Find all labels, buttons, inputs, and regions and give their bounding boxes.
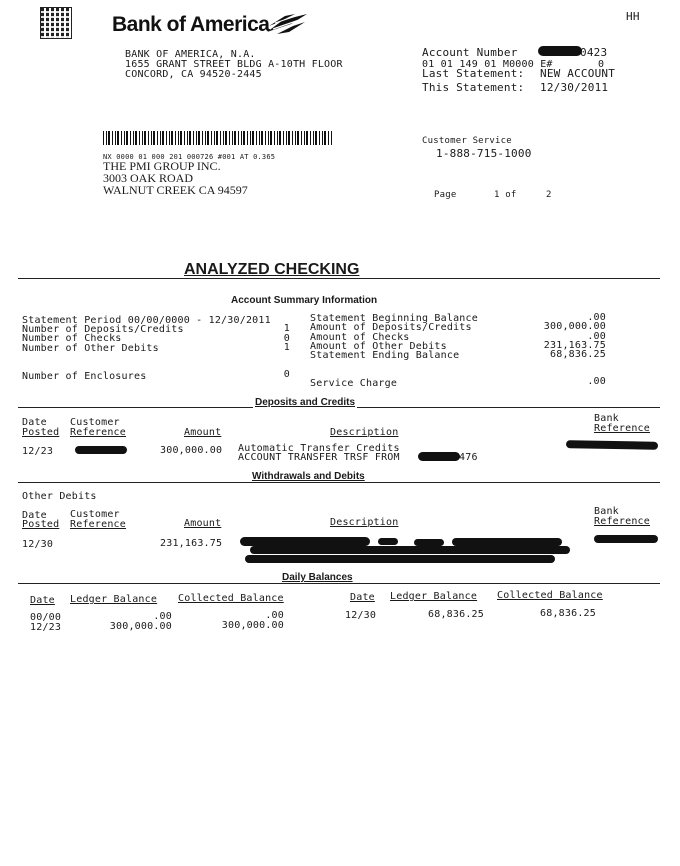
col-bank-ref: Bank (594, 506, 619, 517)
col-ref: Customer (70, 509, 120, 520)
bank-street: 1655 GRANT STREET BLDG A-10TH FLOOR (125, 59, 343, 70)
daily-collected: 300,000.00 (221, 620, 284, 631)
summary-right-label: Amount of Checks (310, 332, 410, 343)
col-description: Description (330, 517, 399, 528)
last-statement-label: Last Statement: (422, 67, 525, 80)
last-statement-value: NEW ACCOUNT (540, 67, 616, 80)
postal-barcode (103, 131, 333, 145)
qr-code (41, 8, 71, 38)
col-date: Date (30, 595, 55, 606)
deposit-desc: Automatic Transfer Credits (238, 443, 400, 454)
summary-right-value: 231,163.75 (543, 340, 606, 351)
col-ref: Reference (70, 427, 126, 438)
summary-right-value: .00 (587, 331, 606, 342)
deposit-desc: ACCOUNT TRANSFER TRSF FROM (238, 452, 400, 463)
col-date: Date (22, 417, 47, 428)
account-number-label: Account Number (422, 46, 518, 59)
daily-ledger: 300,000.00 (109, 621, 172, 632)
summary-left-label: Number of Other Debits (22, 343, 159, 354)
debit-amount: 231,163.75 (160, 538, 223, 549)
col-ref: Reference (70, 519, 126, 530)
flag-logo-icon (265, 12, 309, 36)
mailing-street: 3003 OAK ROAD (103, 171, 193, 185)
redaction (566, 440, 658, 450)
deposit-desc: 476 (459, 452, 478, 463)
bank-name: BANK OF AMERICA, N.A. (125, 49, 256, 60)
deposits-heading: Deposits and Credits (255, 397, 356, 408)
redaction (594, 535, 658, 543)
this-statement-label: This Statement: (422, 81, 525, 94)
this-statement-value: 12/30/2011 (540, 81, 609, 94)
corner-mark: HH (626, 10, 640, 23)
service-charge-value: .00 (587, 376, 606, 387)
col-date: Posted (22, 519, 60, 530)
summary-left-value: 1 (283, 323, 290, 334)
col-collected-balance: Collected Balance (178, 593, 284, 604)
redaction (245, 555, 555, 563)
bank-logo: Bank of America (112, 13, 270, 36)
col-ledger-balance: Ledger Balance (70, 594, 158, 605)
col-amount: Amount (184, 518, 222, 529)
divider (18, 583, 660, 584)
enclosures-label: Number of Enclosures (22, 371, 147, 382)
page-label: Page (434, 190, 457, 200)
summary-right-label: Amount of Deposits/Credits (310, 322, 472, 333)
account-code-line: 01 01 149 01 M0000 E# (422, 59, 553, 70)
col-date: Date (22, 510, 47, 521)
summary-right-value: .00 (587, 312, 606, 323)
col-date: Date (350, 592, 375, 603)
divider (18, 482, 660, 483)
deposit-amount: 300,000.00 (160, 445, 223, 456)
col-description: Description (330, 427, 399, 438)
redaction (538, 46, 582, 56)
redaction (418, 452, 460, 461)
col-ref: Customer (70, 417, 120, 428)
summary-left-value: 0 (283, 333, 290, 344)
daily-ledger: .00 (153, 611, 172, 622)
account-number-suffix: 0423 (580, 46, 608, 59)
col-collected-balance: Collected Balance (497, 590, 603, 601)
col-ledger-balance: Ledger Balance (390, 591, 478, 602)
barcode-text: NX 0000 01 000 201 000726 #001 AT 0.365 (103, 153, 276, 161)
col-bank-ref: Bank (594, 413, 619, 424)
customer-service-phone: 1-888-715-1000 (436, 147, 532, 160)
summary-left-value: 1 (283, 342, 290, 353)
daily-heading: Daily Balances (282, 572, 353, 583)
mailing-city: WALNUT CREEK CA 94597 (103, 183, 248, 197)
redaction (378, 538, 398, 545)
summary-right-label: Statement Beginning Balance (310, 313, 478, 324)
daily-date: 12/23 (30, 622, 62, 633)
page-number: 1 of (494, 190, 517, 200)
summary-heading: Account Summary Information (231, 295, 378, 306)
summary-right-value: 300,000.00 (543, 321, 606, 332)
other-debits-label: Other Debits (22, 491, 97, 502)
col-bank-ref: Reference (594, 423, 650, 434)
page-title: ANALYZED CHECKING (184, 261, 360, 278)
summary-right-value: 68,836.25 (550, 349, 606, 360)
redaction (240, 537, 370, 546)
summary-right-label: Statement Ending Balance (310, 350, 460, 361)
summary-left-label: Statement Period 00/00/0000 - 12/30/2011 (22, 315, 271, 326)
col-bank-ref: Reference (594, 516, 650, 527)
summary-left-label: Number of Checks (22, 333, 122, 344)
service-charge-label: Service Charge (310, 378, 398, 389)
daily-ledger: 68,836.25 (428, 609, 484, 620)
debit-date: 12/30 (22, 539, 54, 550)
page-total: 2 (546, 190, 552, 200)
redaction (75, 446, 127, 454)
withdrawals-heading: Withdrawals and Debits (252, 471, 365, 482)
deposit-date: 12/23 (22, 446, 54, 457)
mailing-name: THE PMI GROUP INC. (103, 159, 221, 173)
account-code-value: 0 (598, 59, 605, 70)
redaction (452, 538, 562, 546)
redaction (414, 539, 444, 546)
daily-date: 12/30 (345, 610, 377, 621)
enclosures-value: 0 (283, 369, 290, 380)
col-date: Posted (22, 427, 60, 438)
summary-right-label: Amount of Other Debits (310, 341, 447, 352)
redaction (250, 546, 570, 554)
col-amount: Amount (184, 427, 222, 438)
daily-collected: 68,836.25 (540, 608, 596, 619)
customer-service-label: Customer Service (422, 136, 512, 146)
summary-left-label: Number of Deposits/Credits (22, 324, 184, 335)
daily-collected: .00 (265, 610, 284, 621)
bank-city: CONCORD, CA 94520-2445 (125, 69, 262, 80)
daily-date: 00/00 (30, 612, 62, 623)
